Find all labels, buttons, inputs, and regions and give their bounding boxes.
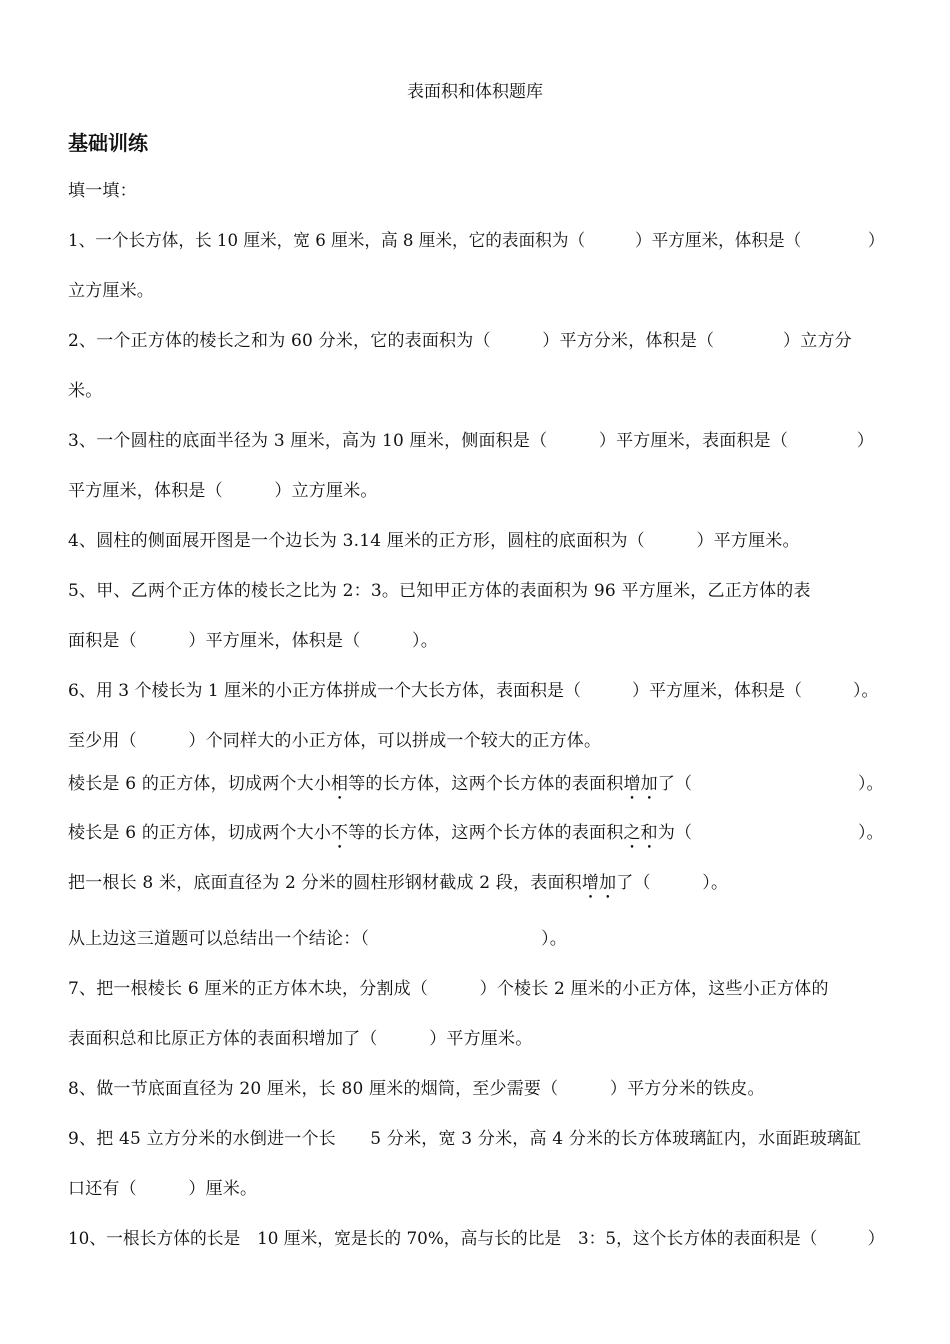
question-cut-unequal: 棱长是 6 的正方体，切成两个大小不等的长方体，这两个长方体的表面积之和为（: [68, 823, 693, 843]
question-8: 8、做一节底面直径为 20 厘米，长 80 厘米的烟筒，至少需要（ ）平方分米的铁皮。: [68, 1079, 765, 1099]
question-7-line-1: 7、把一根棱长 6 厘米的正方体木块，分割成（ ）个棱长 2 厘米的小正方体，这些小正方体的: [68, 979, 829, 999]
question-7-line-2: 表面积总和比原正方体的表面积增加了（ ）平方厘米。: [68, 1029, 533, 1049]
question-cut-equal: 棱长是 6 的正方体，切成两个大小相等的长方体，这两个长方体的表面积增加了（: [68, 774, 693, 794]
question-5-line-1: 5、甲、乙两个正方体的棱长之比为 2：3。已知甲正方体的表面积为 96 平方厘米，乙正方体的表: [68, 581, 811, 601]
question-6-line-1: 6、用 3 个棱长为 1 厘米的小正方体拼成一个大长方体，表面积是（ ）平方厘米，体积是（ ）。: [68, 681, 879, 701]
section-heading: 基础训练: [68, 131, 148, 155]
emphasis-xiang: 相: [331, 774, 349, 794]
question-cut-unequal-end: ）。: [858, 823, 884, 843]
question-9-line-1: 9、把 45 立方分米的水倒进一个长 5 分米，宽 3 分米，高 4 分米的长方体玻璃缸内，水面距玻璃缸: [68, 1129, 862, 1149]
question-1-line-2: 立方厘米。: [68, 281, 154, 301]
conclusion-line: 从上边这三道题可以总结出一个结论：（ ）。: [68, 929, 567, 949]
document-title: 表面积和体积题库: [407, 82, 543, 102]
question-2-line-1: 2、一个正方体的棱长之和为 60 分米，它的表面积为（ ）平方分米，体积是（ ）立方分: [68, 331, 852, 351]
question-4: 4、圆柱的侧面展开图是一个边长为 3.14 厘米的正方形，圆柱的底面积为（ ）平方厘米。: [68, 531, 800, 551]
question-5-line-2: 面积是（ ）平方厘米，体积是（ ）。: [68, 631, 438, 651]
question-3-line-2: 平方厘米，体积是（ ）立方厘米。: [68, 481, 378, 501]
emphasis-zhihe: 之和: [623, 823, 658, 843]
question-9-line-2: 口还有（ ）厘米。: [68, 1179, 258, 1199]
question-1-line-1: 1、一个长方体，长 10 厘米，宽 6 厘米，高 8 厘米，它的表面积为（ ）平方厘米，体积是（ ）: [68, 231, 885, 251]
question-3-line-1: 3、一个圆柱的底面半径为 3 厘米，高为 10 厘米，侧面积是（ ）平方厘米，表面积是（ ）: [68, 431, 875, 451]
question-cylinder-cut: 把一根长 8 米，底面直径为 2 分米的圆柱形钢材截成 2 段，表面积增加了（ ）。: [68, 873, 729, 893]
question-2-line-2: 米。: [68, 381, 103, 401]
question-10-line-1: 10、一根长方体的长是 10 厘米，宽是长的 70%，高与长的比是 3：5，这个长方体的表面积是（ ）: [68, 1229, 885, 1249]
emphasis-zengjia: 增加: [623, 774, 658, 794]
emphasis-zengjia-2: 增加: [581, 873, 617, 893]
emphasis-bu: 不: [331, 823, 349, 843]
question-cut-equal-end: ）。: [858, 774, 884, 794]
fill-in-heading: 填一填：: [68, 181, 137, 201]
question-6-line-2: 至少用（ ）个同样大的小正方体，可以拼成一个较大的正方体。: [68, 731, 602, 751]
